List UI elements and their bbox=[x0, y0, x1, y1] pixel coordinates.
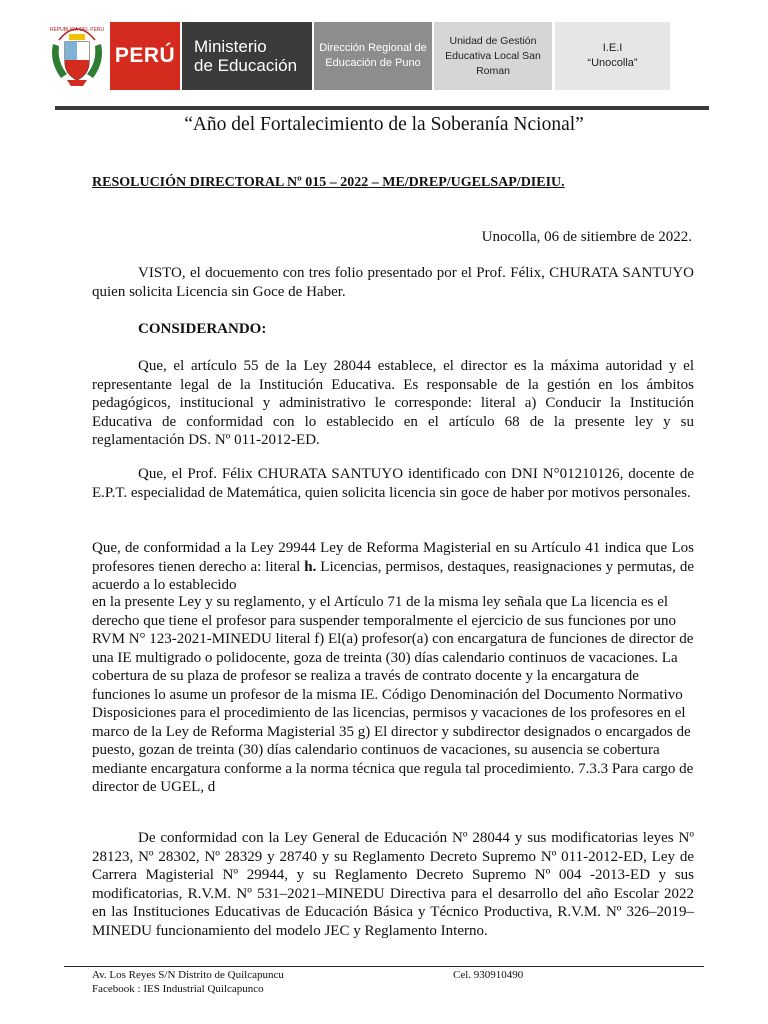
paragraph-licencia: en la presente Ley y su reglamento, y el Artículo 71 de la misma ley señala que La licencia es el derecho que tiene el profesor para suspender temporalmente el ejercicio de sus funciones por uno RVM N° 123-2021-MINEDU literal f) El(a) profesor(a) con encargatura de funciones de director de una IE multigrado o polidocente, goza de treinta (30) días calendario continuos de vacaciones. La cobertura de su plaza de profesor se realiza a través de contrato docente y la encargatura de funciones lo asume un profesor de la misma IE. Código Denominación del Documento Normativo Disposiciones para el procedimiento de las licencias, permisos y vacaciones de los profesores en el marco de la Ley de Reforma Magisterial 35 g) El director y subdirector designados o encargados de puesto, gozan de treinta (30) días calendario continuos de vacaciones, su ausencia se cobertura mediante encargatura conforme a la norma técnica que regula tal procedimiento. 7.3.3 Para cargo de director de UGEL, d bbox=[92, 594, 694, 795]
iei-line1: I.E.I bbox=[602, 42, 623, 54]
ugel-line1: Unidad de Gestión bbox=[449, 34, 537, 47]
paragraph-ley-29944-part2: Licencias, permisos, destaques, reasignaciones y permutas, de acuerdo a lo establecido bbox=[92, 558, 694, 593]
peru-label: PERÚ bbox=[114, 44, 176, 67]
drep-line1: Dirección Regional de bbox=[319, 42, 427, 54]
ministry-line2: de Educación bbox=[194, 56, 298, 75]
ugel-line3: Roman bbox=[476, 64, 510, 77]
paragraph-ley-29944 bbox=[92, 539, 694, 595]
visto-paragraph: VISTO, el docuemento con tres folio presentado por el Prof. Félix, CHURATA SANTUYO quien solicita Licencia sin Goce de Haber. bbox=[92, 265, 694, 300]
peru-coat-of-arms-icon bbox=[47, 22, 107, 88]
document-header bbox=[0, 0, 768, 100]
footer-phone: Cel. 930910490 bbox=[453, 969, 524, 981]
footer-contact bbox=[92, 968, 284, 996]
paragraph-ley-29944-part1: Que, de conformidad a la Ley 29944 Ley de Reforma Magisterial en su Artículo 41 indica que Los profesores tienen derecho a: literal bbox=[92, 540, 694, 575]
year-title: “Año del Fortalecimiento de la Soberanía Ncional” bbox=[184, 114, 584, 135]
literal-h: h. bbox=[304, 558, 317, 575]
header-divider bbox=[55, 106, 709, 110]
ministry-logo bbox=[182, 22, 312, 90]
drep-line2: Educación de Puno bbox=[325, 57, 421, 69]
considerando-heading: CONSIDERANDO: bbox=[138, 321, 267, 337]
iei-line2: “Unocolla” bbox=[587, 57, 638, 69]
paragraph-article-55: Que, el artículo 55 de la Ley 28044 establece, el director es la máxima autoridad y el representante legal de la Institución Educativa. Es responsable de la gestión en los ámbitos pedagógicos, institucional y administrativo le corresponde: literal a) Conducir la Institución Educativa de conformidad con lo establecido en el artículo 68 de la presente ley y su reglamentación DS. Nº 011-2012-ED. bbox=[92, 358, 694, 448]
peru-logo bbox=[110, 22, 180, 90]
document-date: Unocolla, 06 de sitiembre de 2022. bbox=[481, 229, 692, 245]
iei-box bbox=[555, 22, 670, 90]
paragraph-prof-request: Que, el Prof. Félix CHURATA SANTUYO identificado con DNI N°01210126, docente de E.P.T. especialidad de Matemática, quien solicita licencia sin goce de haber por motivos personales. bbox=[92, 466, 694, 501]
paragraph-conformidad: De conformidad con la Ley General de Educación Nº 28044 y sus modificatorias leyes Nº 28123, Nº 28302, Nº 28329 y 28740 y su Reglamento Decreto Supremo Nº 011-2012-ED, Ley de Carrera Magisterial Nº 29944, y su Reglamento Decreto Supremo Nº 004 -2013-ED y sus modificatorias, R.V.M. Nº 531–2021–MINEDU Directiva para el desarrollo del año Escolar 2022 en las Instituciones Educativas de Educación Básica y Técnico Productiva, R.V.M. Nº 326–2019–MINEDU funcionamiento del modelo JEC y Reglamento Interno. bbox=[92, 830, 694, 939]
ugel-box bbox=[434, 22, 552, 90]
seal-label: REPUBLICA DEL PERU bbox=[49, 27, 105, 33]
ugel-line2: Educativa Local San bbox=[445, 49, 541, 62]
footer-divider bbox=[64, 966, 704, 967]
footer-address: Av. Los Reyes S/N Distrito de Quilcapuncu bbox=[92, 969, 284, 981]
ministry-line1: Ministerio bbox=[194, 37, 267, 56]
footer-facebook: Facebook : IES Industrial Quilcapunco bbox=[92, 983, 264, 995]
drep-box bbox=[314, 22, 432, 90]
resolution-title: RESOLUCIÓN DIRECTORAL Nº 015 – 2022 – ME/DREP/UGELSAP/DIEIU. bbox=[92, 175, 565, 190]
